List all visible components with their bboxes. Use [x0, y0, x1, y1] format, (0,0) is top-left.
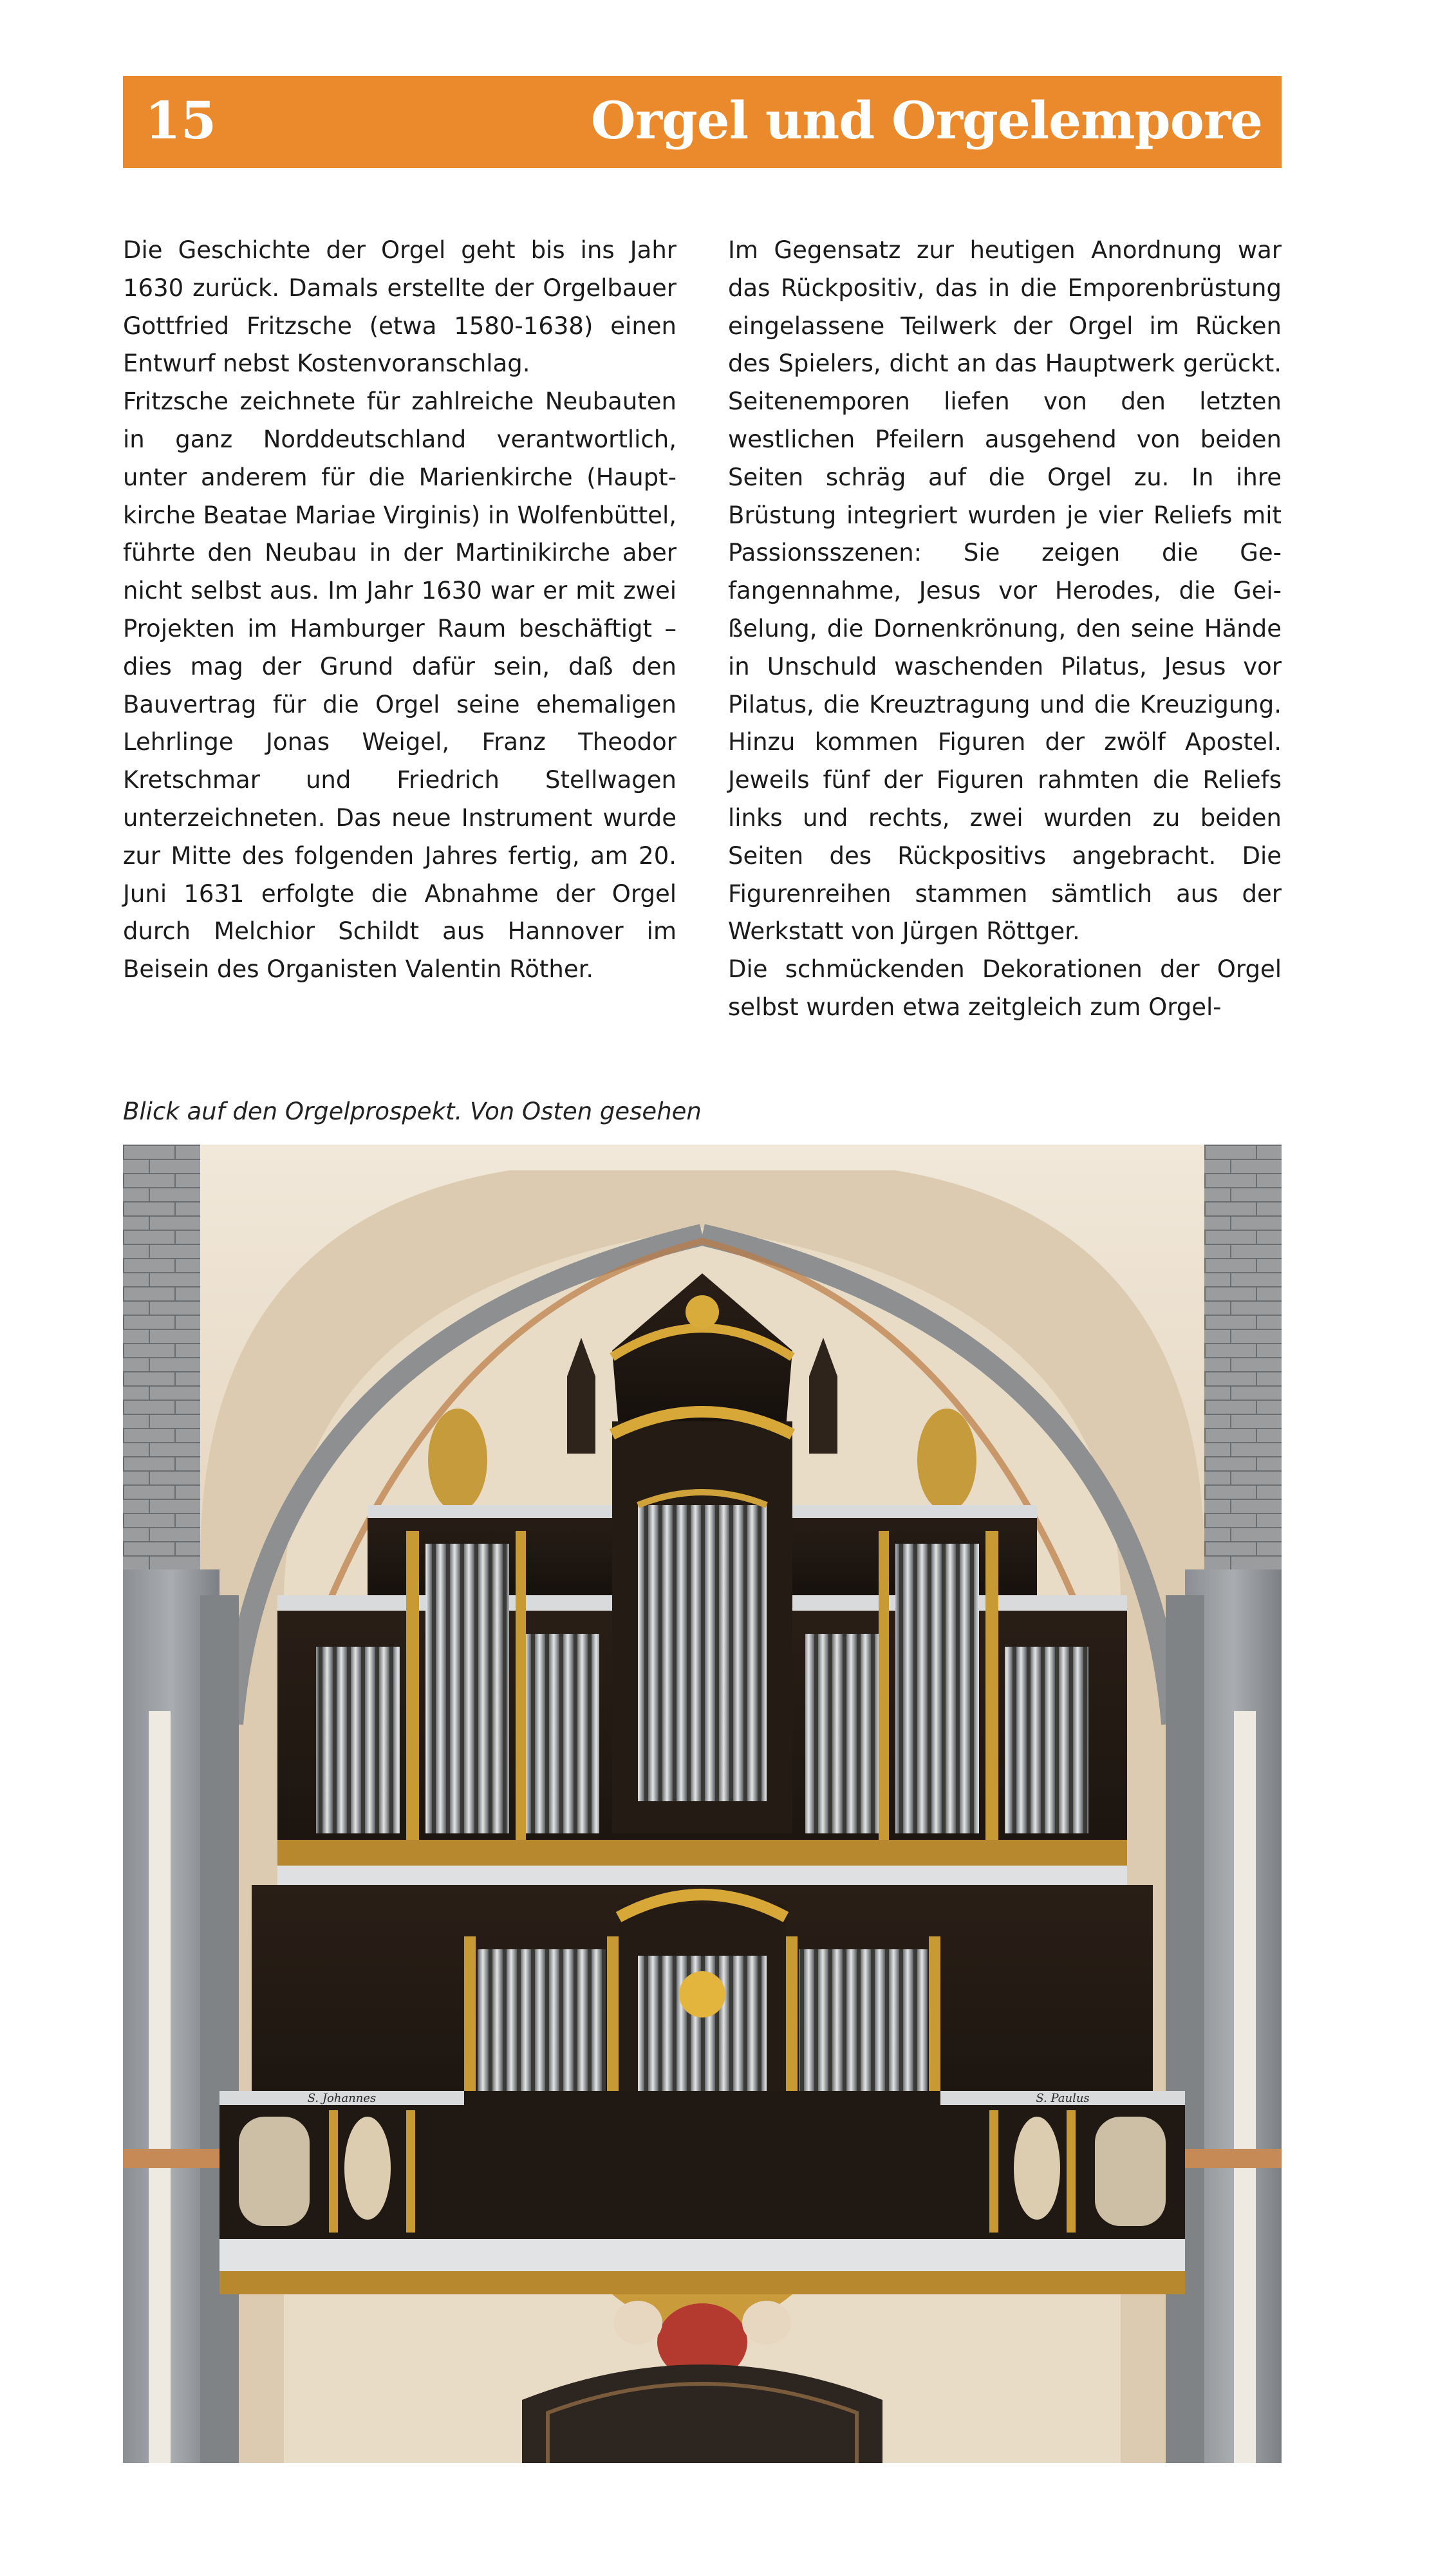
text-column-right — [728, 232, 1282, 1027]
figure-caption: Blick auf den Orgelprospekt. Von Osten gesehen — [123, 1098, 702, 1125]
paragraph: Die schmückenden Dekorationen der Orgel selbst wurden etwa zeitgleich zum Orgel- — [728, 955, 1282, 1021]
paragraph: Die Geschichte der Orgel geht bis ins Jahr 1630 zurück. Damals erstellte der Orgelbauer Gottfried Fritzsche (etwa 1580-1638) einen Entwurf nebst Kostenvoranschlag. — [123, 236, 677, 378]
page-number: 15 — [145, 90, 217, 151]
organ-photo — [123, 1145, 1282, 2463]
paragraph: Im Gegensatz zur heutigen Anordnung war das Rückpositiv, das in die Emporenbrüstung eingelassene Teilwerk der Orgel im Rücken des Spielers, dicht an das Hauptwerk gerückt. Seitenemporen liefen von den letzten westlichen Pfeilern ausgehend von beiden Seiten schräg auf die Orgel zu. In ihre Brüstung integriert wurden je vier Reliefs mit Passionsszenen: Sie zeigen die Gefangennahme, Jesus vor Herodes, die Geißelung, die Dornenkrönung, den seine Hände in Unschuld waschenden Pilatus, Jesus vor Pilatus, die Kreuztragung und die Kreuzigung. Hinzu kommen Figuren der zwölf Apostel. Jeweils fünf der Figuren rahmten die Reliefs links und rechts, zwei wurden zu beiden Seiten des Rückpositivs angebracht. Die Figurenreihen stammen sämtlich aus der Werkstatt von Jürgen Röttger. — [728, 236, 1282, 946]
paragraph: Fritzsche zeichnete für zahlreiche Neubauten in ganz Norddeutschland verantwortlich, unter anderem für die Marienkirche (Hauptkirche Beatae Mariae Virginis) in Wolfenbüttel, führte den Neubau in der Martinikirche aber nicht selbst aus. Im Jahr 1630 war er mit zwei Projekten im Hamburger Raum beschäftigt – dies mag der Grund dafür sein, daß den Bauvertrag für die Orgel seine ehemaligen Lehrlinge Jonas Weigel, Franz Theodor Kretschmar und Friedrich Stellwagen unterzeichneten. Das neue Instrument wurde zur Mitte des folgenden Jahres fertig, am 20. Juni 1631 erfolgte die Abnahme der Orgel durch Melchior Schildt aus Hannover im Beisein des Organisten Valentin Röther. — [123, 388, 677, 984]
chapter-header — [123, 76, 1282, 168]
plaque-right: S. Paulus — [1036, 2092, 1090, 2105]
text-column-left — [123, 232, 677, 989]
page-title: Orgel und Orgelempore — [591, 90, 1262, 151]
plaque-left: S. Johannes — [307, 2092, 377, 2105]
